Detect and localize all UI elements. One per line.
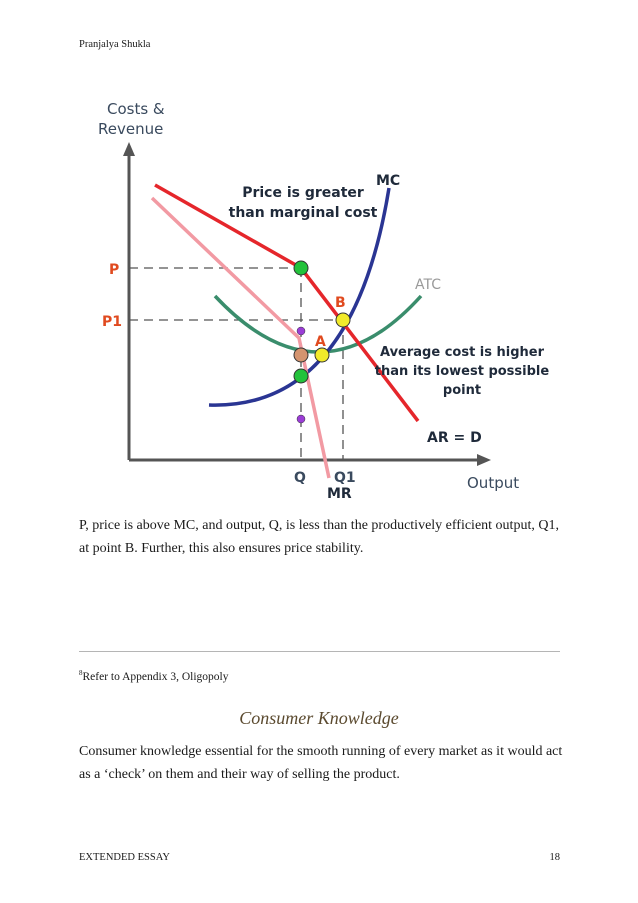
footnote-number: 8: [79, 669, 83, 677]
x-axis-arrow: [477, 454, 491, 466]
body-paragraph-2: Consumer knowledge essential for the smooth running of every market as it would act as a ‘check’ on them and their way of selling the product.: [79, 744, 563, 782]
header-author: Pranjalya Shukla: [79, 39, 151, 50]
annotation-cost-line2: than its lowest possible: [374, 364, 550, 379]
annotation-cost-line1: Average cost is higher: [379, 345, 545, 360]
footnote: [79, 669, 228, 683]
point-purple-upper: [297, 327, 305, 335]
page-number: 18: [549, 852, 560, 863]
y-axis-arrow: [123, 142, 135, 156]
x-axis-label: Output: [467, 474, 520, 492]
body-paragraph-1: P, price is above MC, and output, Q, is less than the productively efficient output, Q1, at point B. Further, this also ensures price stability.: [79, 518, 559, 556]
footnote-text: Refer to Appendix 3, Oligopoly: [82, 671, 229, 683]
economics-figure: [85, 90, 555, 510]
price1-label: P1: [102, 314, 123, 330]
y-axis-label-line1: Costs &: [107, 100, 165, 118]
point-a-label: A: [315, 334, 326, 350]
annotation-price-line2: than marginal cost: [228, 205, 378, 221]
point-mc-green: [294, 369, 308, 383]
annotation-cost-line3: point: [442, 383, 482, 398]
ar-demand-label: AR = D: [427, 430, 482, 446]
price-label: P: [109, 262, 120, 278]
footer-title: EXTENDED ESSAY: [79, 852, 170, 863]
mc-label: MC: [376, 173, 401, 189]
atc-label: ATC: [415, 277, 441, 293]
mr-curve: [152, 198, 329, 478]
q1-label: Q1: [334, 470, 356, 486]
point-b-label: B: [335, 295, 346, 311]
y-axis-label-line2: Revenue: [98, 120, 164, 138]
section-heading: Consumer Knowledge: [239, 708, 399, 728]
footnote-divider: [79, 651, 560, 652]
mr-label: MR: [327, 486, 352, 502]
oligopoly-cost-revenue-diagram: [85, 90, 555, 510]
point-orange: [294, 348, 308, 362]
point-yellow-atc: [315, 348, 329, 362]
point-b-yellow: [336, 313, 350, 327]
point-purple-lower: [297, 415, 305, 423]
q-label: Q: [294, 470, 306, 486]
point-p-green: [294, 261, 308, 275]
annotation-price-line1: Price is greater: [242, 185, 364, 201]
